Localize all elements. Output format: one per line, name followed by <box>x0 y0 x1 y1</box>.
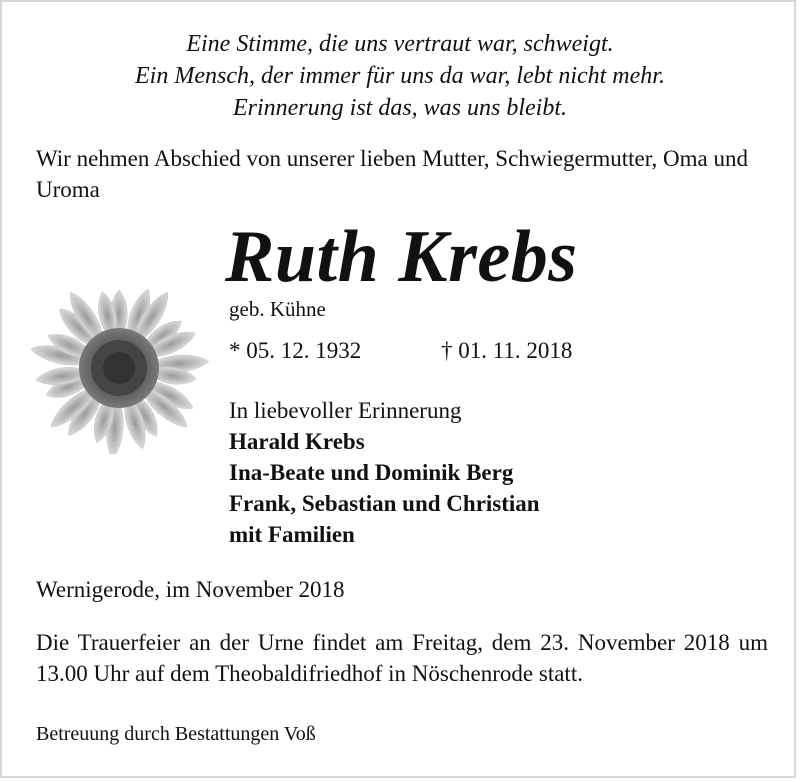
maiden-name: geb. Kühne <box>229 297 326 321</box>
poem-line: Erinnerung ist das, was uns bleibt. <box>232 95 568 121</box>
family-member: Harald Krebs <box>229 429 365 454</box>
family-member: Frank, Sebastian und Christian <box>229 491 540 516</box>
family-member: Ina-Beate und Dominik Berg <box>229 460 514 485</box>
poem <box>0 28 800 124</box>
deceased-name: Ruth Krebs <box>225 216 578 298</box>
family-member: mit Familien <box>229 522 355 547</box>
place-date: Wernigerode, im November 2018 <box>36 577 345 602</box>
birth-date: * 05. 12. 1932 <box>229 338 362 363</box>
funeral-notice: Die Trauerfeier an der Urne findet am Freitag, dem 23. November 2018 um 13.00 Uhr auf dem Theobaldifriedhof in Nöschenrode statt. <box>36 630 768 686</box>
life-dates <box>229 335 573 367</box>
poem-line: Eine Stimme, die uns vertraut war, schweigt. <box>186 31 614 57</box>
poem-line: Ein Mensch, der immer für uns da war, lebt nicht mehr. <box>135 63 665 89</box>
death-date: † 01. 11. 2018 <box>441 338 573 363</box>
family-intro: In liebevoller Erinnerung <box>229 398 462 423</box>
sunflower-icon <box>28 282 210 454</box>
family-block <box>229 395 540 550</box>
undertaker: Betreuung durch Bestattungen Voß <box>36 723 316 745</box>
farewell-intro: Wir nehmen Abschied von unserer lieben Mutter, Schwiegermutter, Oma und Uroma <box>36 146 748 202</box>
